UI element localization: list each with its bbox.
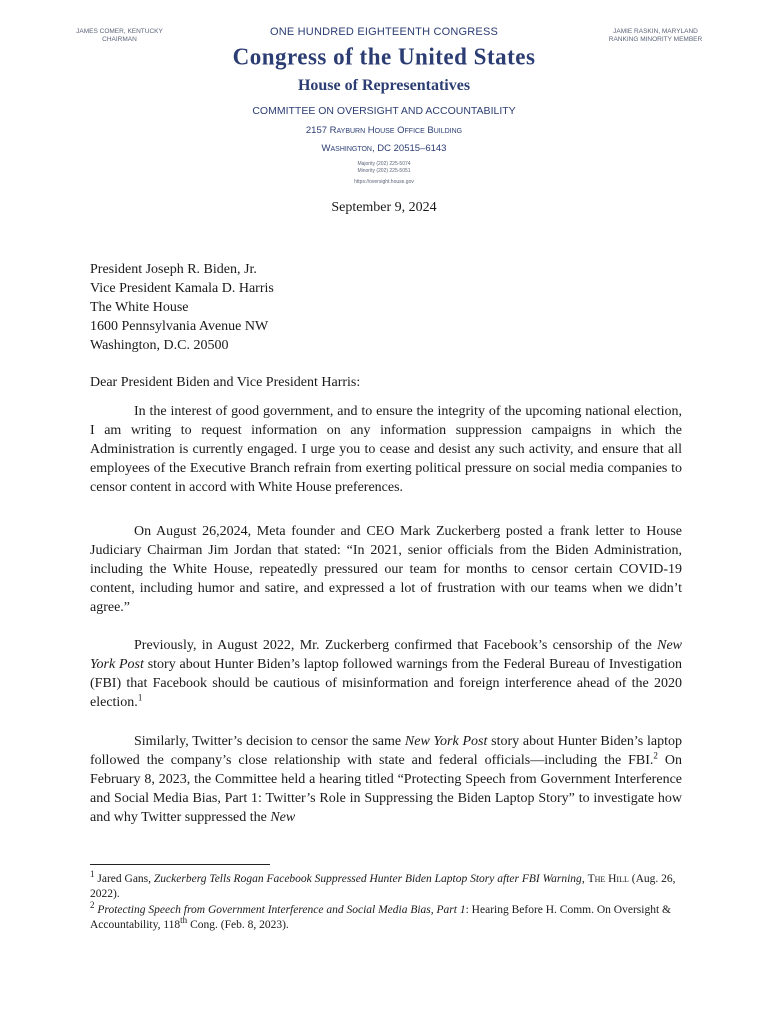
publication-name: New York Post [404,734,488,749]
publication-name: New York Post [90,638,682,672]
salutation: Dear President Biden and Vice President Harris: [90,375,361,390]
minority-phone: Minority (202) 225-5051 [357,168,411,174]
footnote-divider [90,864,270,865]
ranking-member-name: JAMIE RASKIN, MARYLAND [613,28,698,35]
footnote-title: Zuckerberg Tells Rogan Facebook Suppressed Hunter Biden Laptop Story after FBI Warning [153,873,582,885]
footnote-text: Jared Gans, [94,873,154,885]
footnote-text: , [581,873,588,885]
addressee-line: 1600 Pennsylvania Avenue NW [90,319,269,334]
paragraph-4 [90,732,682,827]
addressee-line: Washington, D.C. 20500 [90,338,229,353]
addressee-line: The White House [90,300,189,315]
footnote-2 [90,900,682,933]
footnote-ref[interactable]: 2 [653,750,658,761]
congress-title: Congress of the United States [232,43,536,70]
footnote-source: The Hill [587,873,629,885]
addressee-line: Vice President Kamala D. Harris [90,281,274,296]
footnote-number: 2 [90,900,95,911]
paragraph-2-text: On August 26,2024, Meta founder and CEO Mark Zuckerberg posted a frank letter to House Judiciary Chairman Jim Jordan that stated: “In 2021, senior officials from the Biden Administration, including the White House, repeatedly pressured our team for months to censor certain COVID-19 content, including humor and satire, and expressed a lot of frustration with our teams when we didn’t agree.” [90,524,682,615]
letter-date: September 9, 2024 [331,200,437,215]
chairman-name: JAMES COMER, KENTUCKY [76,28,163,35]
footnote-ref[interactable]: 1 [137,692,143,703]
majority-phone: Majority (202) 225-5074 [357,161,411,167]
footnote-text: Cong. (Feb. 8, 2023). [187,919,289,931]
paragraph-1-text: In the interest of good government, and to ensure the integrity of the upcoming national election, I am writing to request information on any information suppression campaigns in which the Administration is currently engaged. I urge you to cease and desist any such activity, and ensure that all employees of the Executive Branch refrain from exerting political pressure on social media companies to censor content in accord with White House preferences. [90,404,682,495]
footnote-text: : Hearing Before H. Comm. On Oversight & Accountability, 118 [90,904,671,931]
paragraph-2 [90,522,682,617]
office-city: Washington, DC 20515–6143 [321,143,447,154]
publication-name: New [270,810,296,825]
footnote-1 [90,869,682,902]
office-address: 2157 Rayburn House Office Building [305,125,463,136]
house-title: House of Representatives [297,77,471,94]
footnote-number: 1 [90,869,95,880]
footnote-text: (Aug. 26, 2022). [90,873,676,900]
chairman-role: CHAIRMAN [102,36,137,43]
paragraph-3-text: Previously, in August 2022, Mr. Zuckerberg confirmed that Facebook’s censorship of the [134,638,658,653]
congress-line: ONE HUNDRED EIGHTEENTH CONGRESS [269,26,499,38]
paragraph-4-text: On February 8, 2023, the Committee held a hearing titled “Protecting Speech from Government Interference and Social Media Bias, Part 1: Twitter’s Role in Suppressing the Biden Laptop Story” to investigate how and why Twitter suppressed the [90,753,682,825]
committee-name: COMMITTEE ON OVERSIGHT AND ACCOUNTABILITY [252,105,516,117]
paragraph-1 [90,402,682,497]
paragraph-4-text: Similarly, Twitter’s decision to censor the same [134,734,405,749]
addressee-line: President Joseph R. Biden, Jr. [90,262,257,277]
paragraph-4-text: story about Hunter Biden’s laptop followed the company’s close relationship with state and federal officials—including the FBI. [90,734,682,768]
ranking-member-role: RANKING MINORITY MEMBER [608,36,703,43]
committee-website[interactable]: https://oversight.house.gov [354,179,414,185]
paragraph-3-text: story about Hunter Biden’s laptop followed warnings from the Federal Bureau of Investigation (FBI) that Facebook should be cautious of misinformation and foreign interference ahead of the 2020 election. [90,657,682,710]
footnote-title: Protecting Speech from Government Interference and Social Media Bias, Part 1 [94,904,466,916]
ordinal-suffix: th [180,915,188,926]
paragraph-3 [90,636,682,712]
addressee-block [90,260,690,355]
